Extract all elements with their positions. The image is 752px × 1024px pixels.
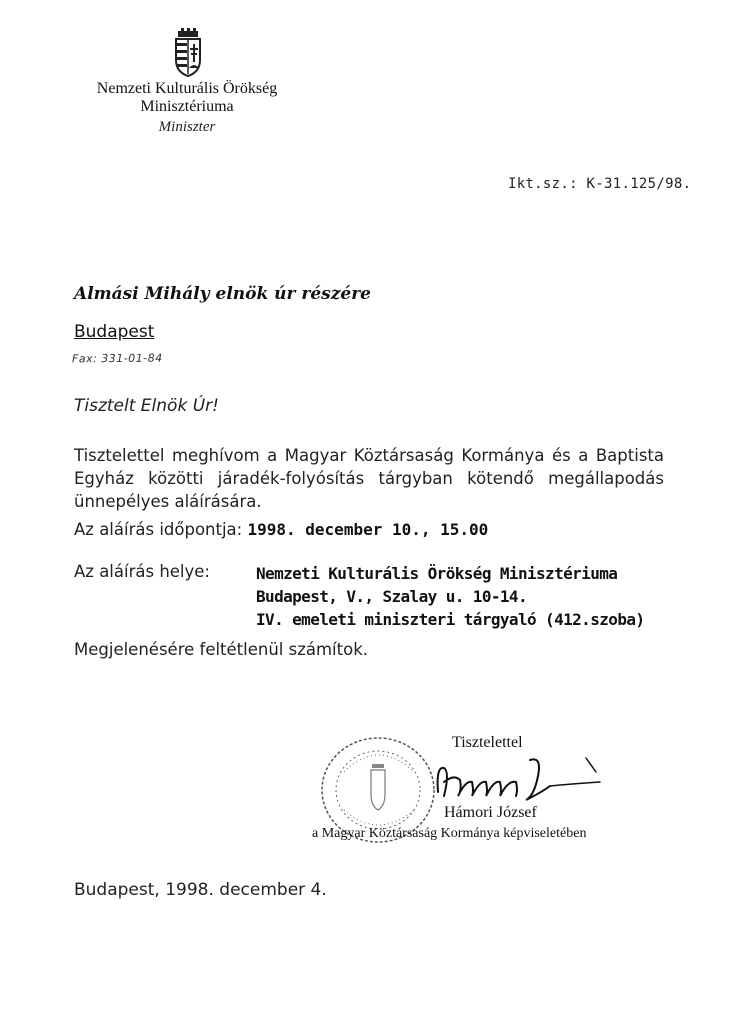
- ministry-name-line1: Nemzeti Kulturális Örökség: [96, 80, 278, 97]
- signing-place: [256, 562, 644, 631]
- recipient-city: Budapest: [74, 322, 155, 342]
- signer-title: a Magyar Köztársaság Kormánya képviseletében: [312, 826, 587, 841]
- letter-body: Tisztelettel meghívom a Magyar Köztársaság Kormánya és a Baptista Egyház közötti járadék-folyósítás tárgyban kötendő megállapodás ünnepélyes aláírására.: [74, 446, 664, 511]
- regards: Tisztelettel: [452, 734, 523, 751]
- signing-place-line: IV. emeleti miniszteri tárgyaló (412.szoba): [256, 610, 645, 629]
- ministry-name-line2: Minisztériuma: [140, 98, 234, 115]
- place-and-date: Budapest, 1998. december 4.: [74, 880, 327, 900]
- handwritten-signature-icon: [430, 752, 620, 812]
- ministry-role: Miniszter: [158, 119, 216, 135]
- hungarian-coat-of-arms-icon: [168, 28, 208, 78]
- signing-date-value: 1998. december 10., 15.00: [247, 520, 489, 539]
- fax-note: Fax: 331-01-84: [71, 351, 163, 366]
- signing-date-row: [74, 520, 488, 539]
- signing-date-label: Az aláírás időpontja:: [74, 520, 243, 539]
- signing-place-line: Nemzeti Kulturális Örökség Minisztériuma: [256, 564, 618, 583]
- ministry-name: [62, 80, 312, 116]
- recipient-name: Almási Mihály elnök úr részére: [74, 284, 371, 304]
- closing-sentence: Megjelenésére feltétlenül számítok.: [74, 640, 369, 659]
- signing-place-label: Az aláírás helye:: [74, 562, 210, 581]
- reference-number: Ikt.sz.: K-31.125/98.: [508, 176, 692, 192]
- signing-place-line: Budapest, V., Szalay u. 10-14.: [256, 587, 527, 606]
- salutation: Tisztelt Elnök Úr!: [74, 396, 219, 416]
- signer-name: Hámori József: [444, 804, 537, 821]
